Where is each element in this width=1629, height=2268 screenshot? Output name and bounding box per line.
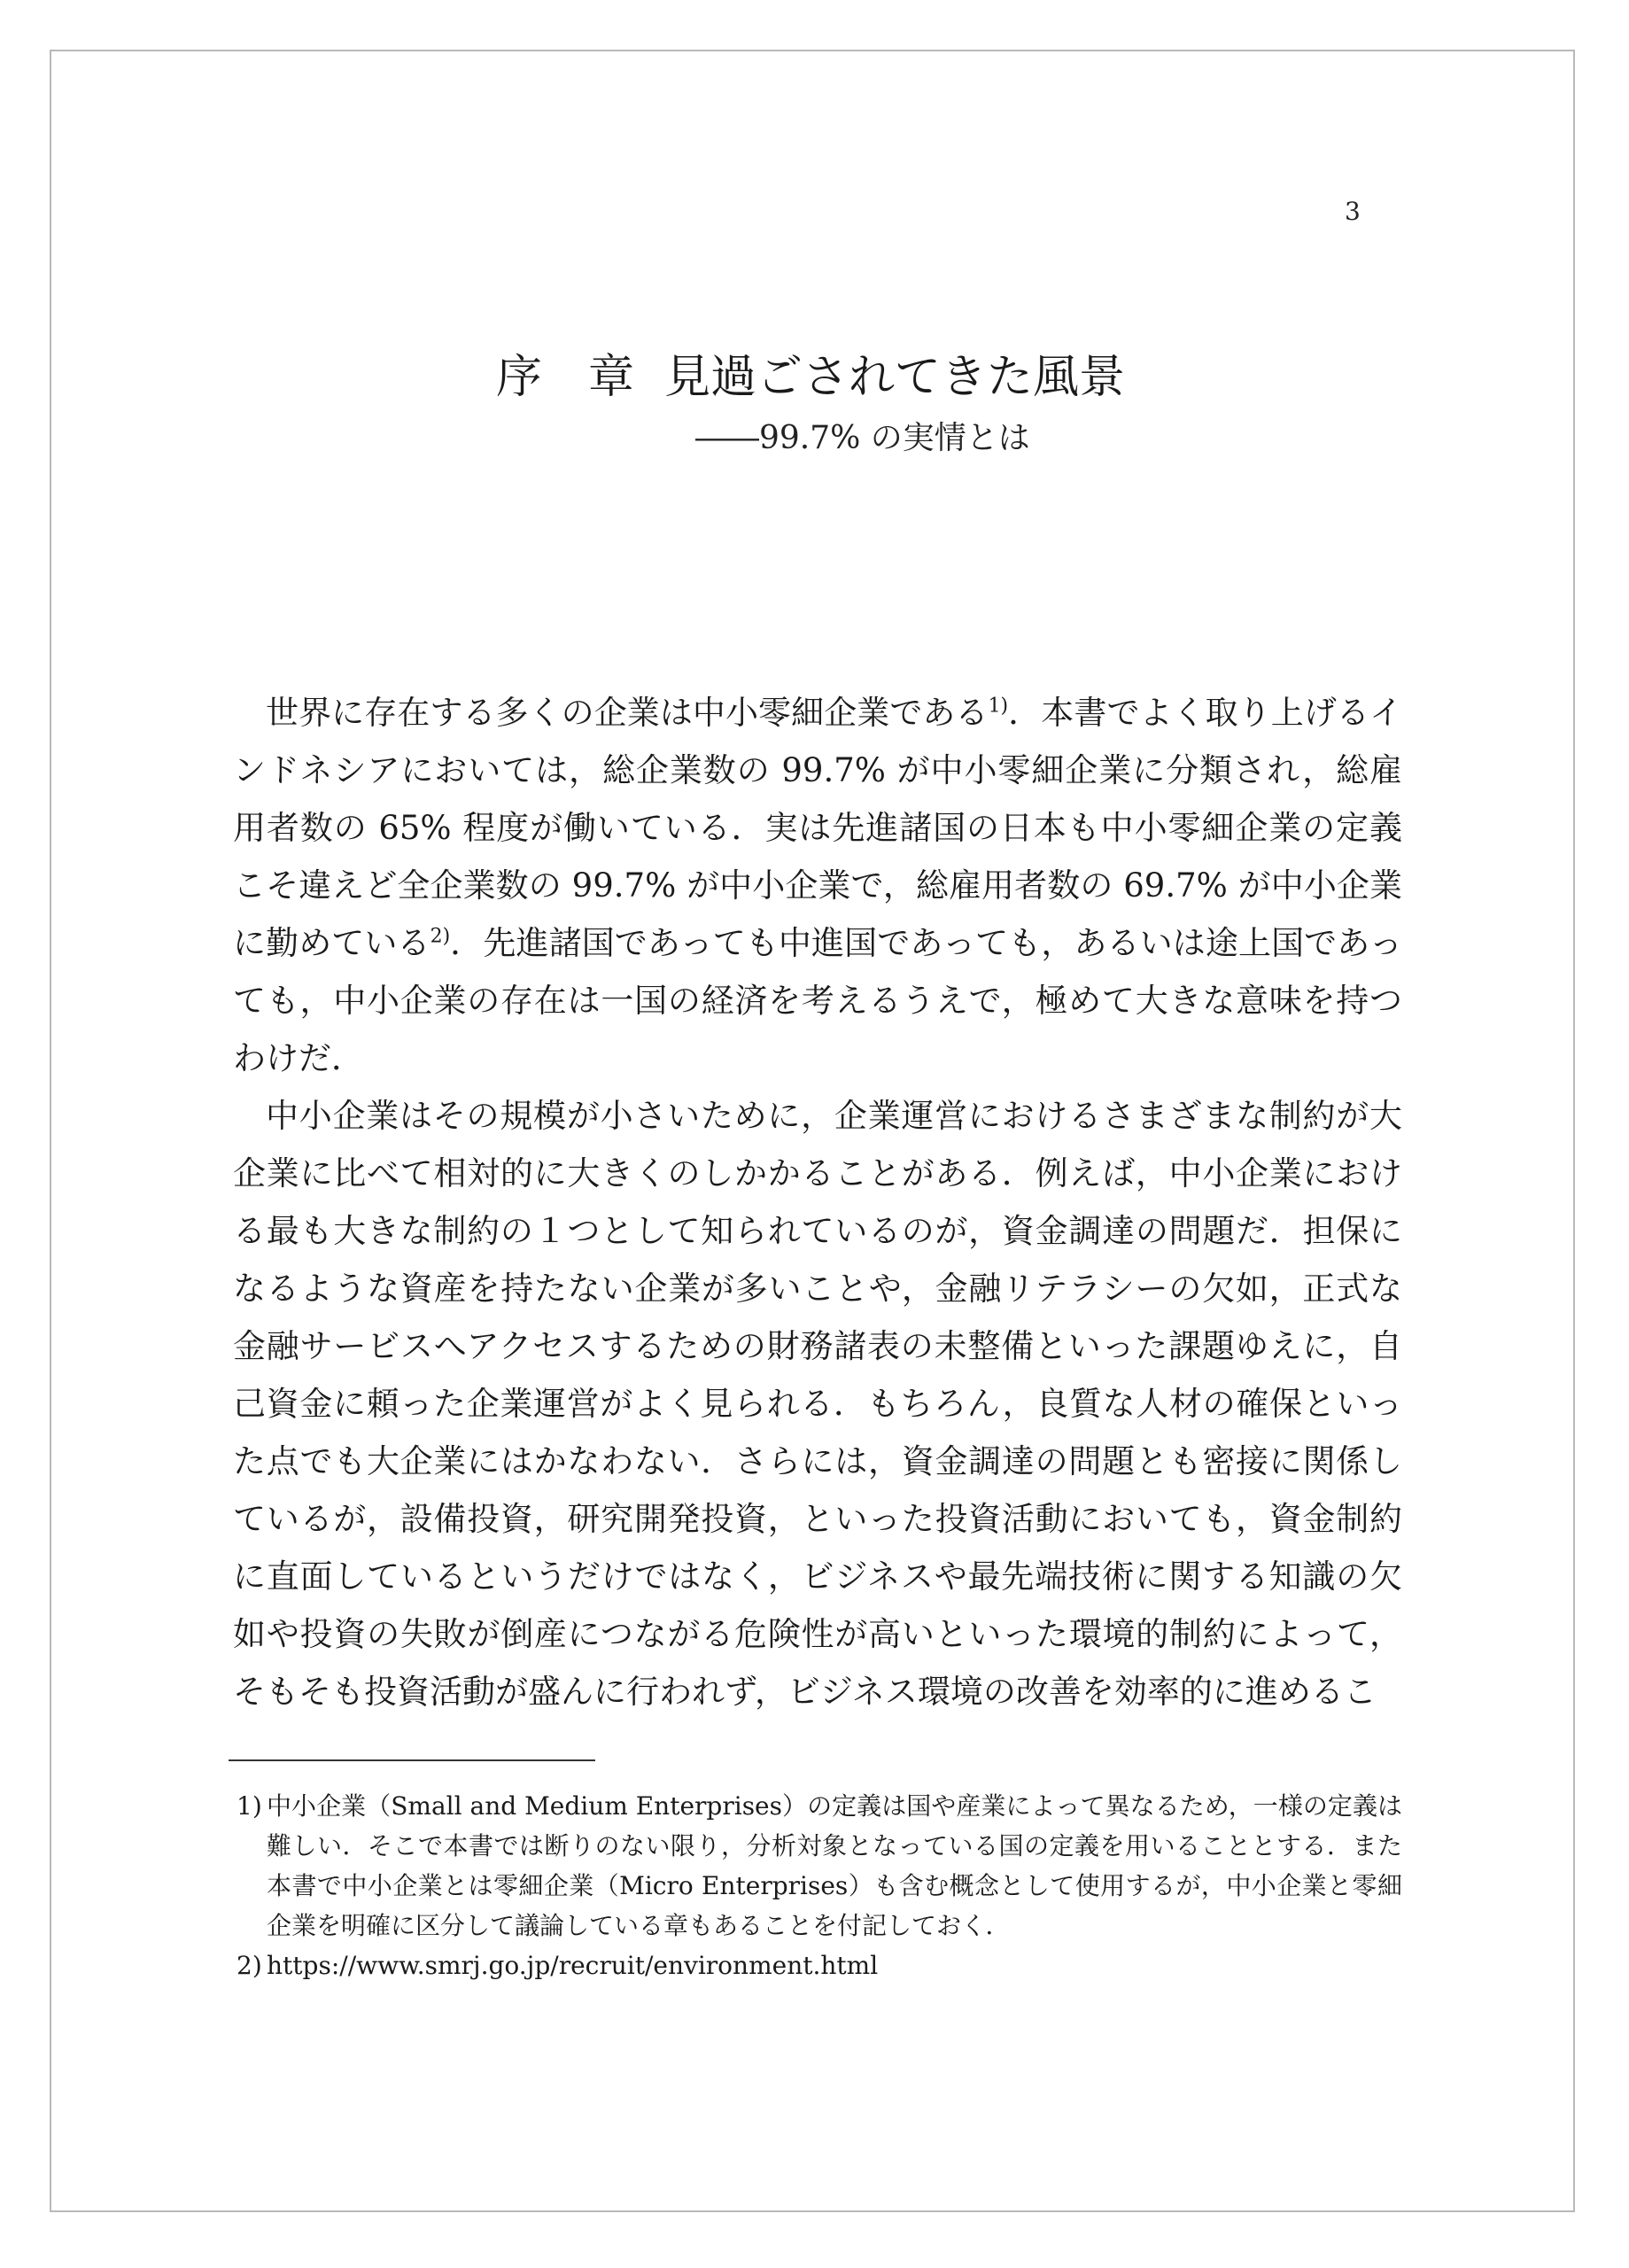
chapter-subtitle: ――99.7% の実情とは — [695, 420, 1030, 456]
paragraph-2: 中小企業はその規模が小さいために，企業運営におけるさまざまな制約が大企業に比べて相対的に大きくのしかかることがある．例えば，中小企業における最も大きな制約の１つとして知られているのが，資金調達の問題だ．担保になるような資産を持たない企業が多いことや，金融リテラシーの欠如，正式な金融サービスへアクセスするための財務諸表の未整備といった課題ゆえに，自己資金に頼った企業運営がよく見られる．もちろん，良質な人材の確保といった点でも大企業にはかなわない．さらには，資金調達の問題とも密接に関係しているが，設備投資，研究開発投資，といった投資活動においても，資金制約に直面しているというだけではなく，ビジネスや最先端技術に関する知識の欠如や投資の失敗が倒産につながる危険性が高いといった環境的制約によって，そもそも投資活動が盛んに行われず，ビジネス環境の改善を効率的に進めるこ — [233, 1097, 1402, 1711]
footnotes — [235, 1786, 1402, 1985]
footnote-2-number: 2) — [237, 1951, 262, 1980]
footnote-2-url-link[interactable]: https://www.smrj.go.jp/recruit/environment.html — [267, 1951, 879, 1980]
body-text — [233, 684, 1402, 1720]
paragraph-1-sentence-2: ．本書でよく取り上げるインドネシアにおいては，総企業数の 99.7% が中小零細企業に分類され，総雇用者数の 65% 程度が働いている．実は先進諸国の日本も中小零細企業の定義こそ違えど全企業数の 99.7% が中小企業で，総雇用者数の 69.7% が中小企業に勤めている — [233, 694, 1403, 962]
footnote-divider — [229, 1759, 595, 1761]
chapter-label: 序 章 — [496, 351, 635, 404]
footnote-1-number: 1) — [237, 1791, 262, 1821]
chapter-title — [496, 339, 1125, 406]
page-number: 3 — [1345, 197, 1361, 226]
chapter-title-text: 見過ごされてきた風景 — [664, 351, 1126, 404]
footnote-2 — [235, 1946, 1402, 1985]
paragraph-1 — [233, 684, 1402, 1087]
footnote-ref-1[interactable]: 1) — [988, 695, 1009, 718]
footnote-1-text: 中小企業（Small and Medium Enterprises）の定義は国や産業によって異なるため，一様の定義は難しい．そこで本書では断りのない限り，分析対象となっている国の定義を用いることとする．また本書で中小企業とは零細企業（Micro Enterprises）も含む概念として使用するが，中小企業と零細企業を明確に区分して議論している章もあることを付記しておく． — [267, 1791, 1402, 1940]
paragraph-1-sentence-3: ．先進諸国であっても中進国であっても，あるいは途上国であっても，中小企業の存在は一国の経済を考えるうえで，極めて大きな意味を持つわけだ． — [233, 924, 1403, 1077]
paragraph-1-sentence-1: 世界に存在する多くの企業は中小零細企業である — [266, 694, 989, 732]
footnote-ref-2[interactable]: 2) — [430, 925, 451, 948]
footnote-1 — [235, 1786, 1402, 1946]
